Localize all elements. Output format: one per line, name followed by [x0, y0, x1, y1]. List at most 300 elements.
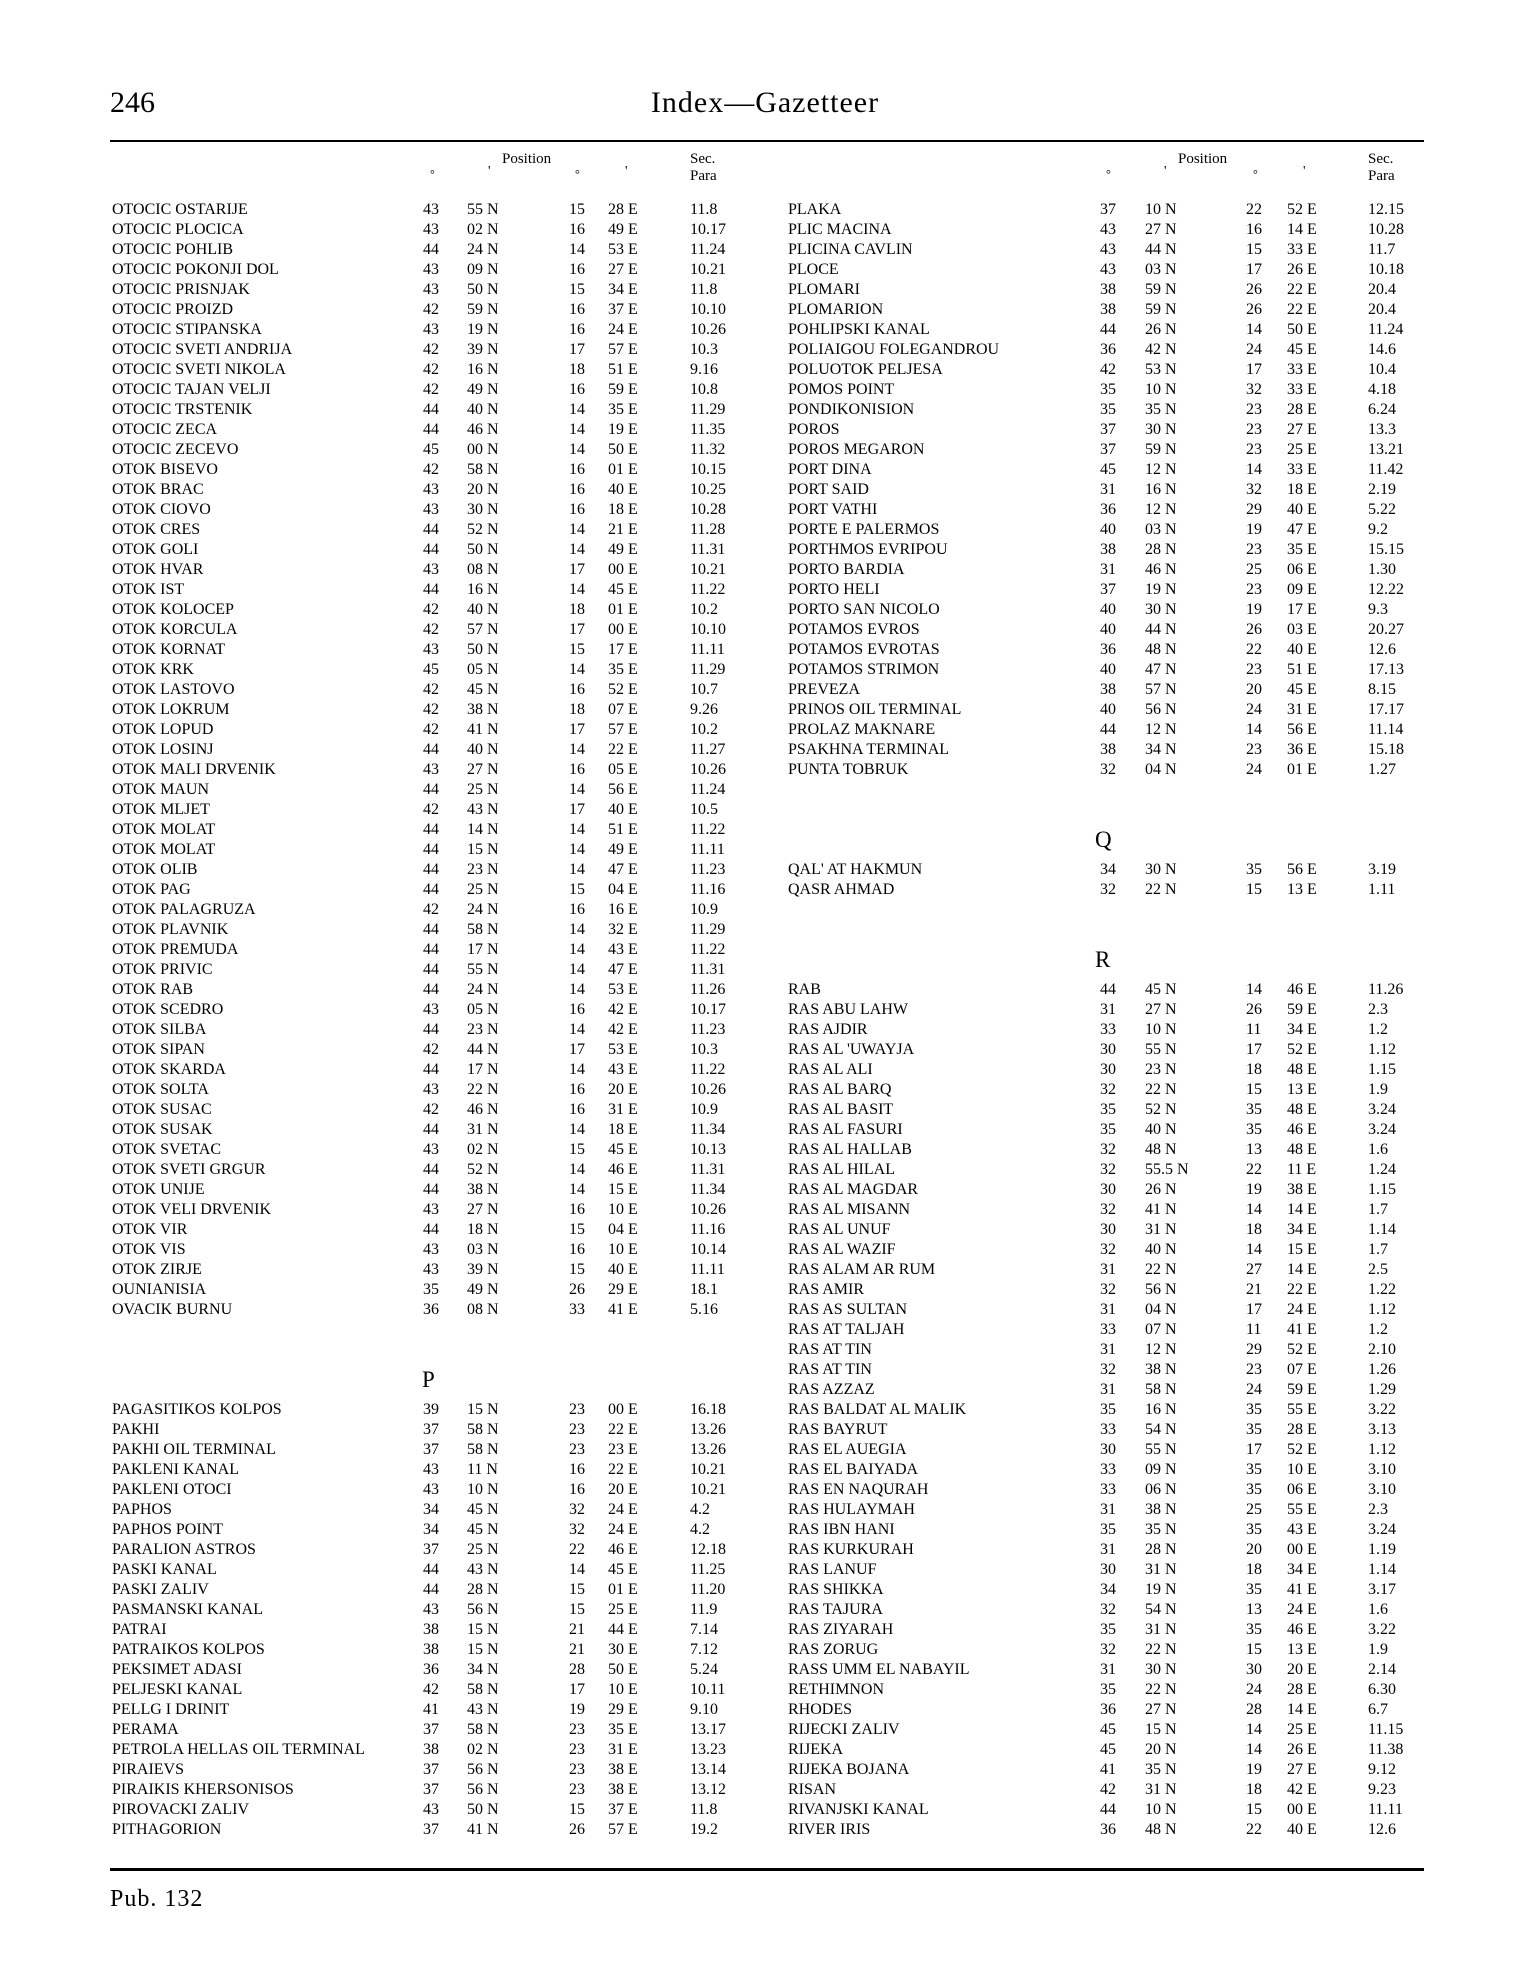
longitude-degrees: 16: [569, 321, 585, 338]
section-paragraph: 11.23: [690, 861, 726, 878]
latitude-degrees: 35: [1100, 1621, 1116, 1638]
latitude-minutes: 17 N: [467, 1061, 499, 1078]
place-name: RAS AT TIN: [788, 1341, 872, 1358]
longitude-minutes: 40 E: [608, 801, 638, 818]
section-paragraph: 10.17: [690, 1001, 726, 1018]
place-name: RAS AJDIR: [788, 1021, 868, 1038]
latitude-minutes: 10 N: [1145, 1021, 1177, 1038]
latitude-degrees: 30: [1100, 1441, 1116, 1458]
longitude-degrees: 14: [569, 921, 585, 938]
section-paragraph: 9.16: [690, 361, 718, 378]
place-name: OTOK VELI DRVENIK: [112, 1201, 271, 1218]
section-paragraph: 13.26: [690, 1421, 726, 1438]
latitude-minutes: 02 N: [467, 1741, 499, 1758]
longitude-minutes: 48 E: [1287, 1061, 1317, 1078]
latitude-degrees: 37: [423, 1441, 439, 1458]
latitude-degrees: 43: [423, 261, 439, 278]
latitude-minutes: 31 N: [1145, 1221, 1177, 1238]
latitude-degrees: 44: [1100, 321, 1116, 338]
longitude-degrees: 14: [569, 841, 585, 858]
section-paragraph: 11.28: [690, 521, 726, 538]
longitude-degrees: 22: [1246, 641, 1262, 658]
place-name: OTOK BISEVO: [112, 461, 218, 478]
latitude-minutes: 55 N: [1145, 1441, 1177, 1458]
section-paragraph: 1.29: [1368, 1381, 1396, 1398]
longitude-minutes: 28 E: [1287, 1421, 1317, 1438]
longitude-minutes: 00 E: [1287, 1541, 1317, 1558]
place-name: RIJECKI ZALIV: [788, 1721, 900, 1738]
latitude-degrees: 44: [423, 881, 439, 898]
longitude-minutes: 10 E: [608, 1201, 638, 1218]
longitude-minutes: 45 E: [608, 1141, 638, 1158]
longitude-minutes: 55 E: [1287, 1501, 1317, 1518]
longitude-minutes: 49 E: [608, 841, 638, 858]
longitude-degrees: 23: [1246, 421, 1262, 438]
longitude-minutes: 53 E: [608, 1041, 638, 1058]
latitude-minutes: 27 N: [467, 1201, 499, 1218]
section-paragraph: 13.26: [690, 1441, 726, 1458]
longitude-degrees: 35: [1246, 1421, 1262, 1438]
longitude-minutes: 07 E: [1287, 1361, 1317, 1378]
longitude-minutes: 29 E: [608, 1281, 638, 1298]
section-paragraph: 1.12: [1368, 1301, 1396, 1318]
section-paragraph: 1.14: [1368, 1561, 1396, 1578]
longitude-degrees: 23: [569, 1401, 585, 1418]
latitude-degrees: 32: [1100, 1601, 1116, 1618]
longitude-degrees: 15: [569, 881, 585, 898]
latitude-minutes: 48 N: [1145, 641, 1177, 658]
latitude-minutes: 38 N: [1145, 1361, 1177, 1378]
latitude-degrees: 31: [1100, 561, 1116, 578]
latitude-minutes: 58 N: [467, 1421, 499, 1438]
place-name: OTOK KRK: [112, 661, 194, 678]
latitude-degrees: 32: [1100, 1641, 1116, 1658]
place-name: POLIAIGOU FOLEGANDROU: [788, 341, 1000, 358]
longitude-minutes: 06 E: [1287, 1481, 1317, 1498]
section-paragraph: 11.32: [690, 441, 726, 458]
latitude-minutes: 19 N: [467, 321, 499, 338]
latitude-minutes: 00 N: [467, 441, 499, 458]
place-name: PORTO SAN NICOLO: [788, 601, 940, 618]
place-name: RAS IBN HANI: [788, 1521, 895, 1538]
latitude-degrees: 44: [423, 1121, 439, 1138]
section-paragraph: 12.6: [1368, 641, 1396, 658]
section-paragraph: 11.35: [690, 421, 726, 438]
section-paragraph: 11.11: [690, 1261, 725, 1278]
section-paragraph: 2.3: [1368, 1501, 1388, 1518]
longitude-minutes: 37 E: [608, 301, 638, 318]
latitude-degrees: 42: [423, 721, 439, 738]
latitude-minutes: 45 N: [467, 1501, 499, 1518]
place-name: OTOCIC SVETI NIKOLA: [112, 361, 286, 378]
longitude-minutes: 00 E: [608, 561, 638, 578]
latitude-minutes: 24 N: [467, 981, 499, 998]
latitude-degrees: 43: [423, 1241, 439, 1258]
place-name: PELLG I DRINIT: [112, 1701, 230, 1718]
longitude-degrees: 15: [569, 641, 585, 658]
place-name: PASKI ZALIV: [112, 1581, 209, 1598]
place-name: OTOK KORCULA: [112, 621, 238, 638]
place-name: PITHAGORION: [112, 1821, 222, 1838]
latitude-minutes: 44 N: [1145, 241, 1177, 258]
section-paragraph: 1.12: [1368, 1041, 1396, 1058]
longitude-minutes: 57 E: [608, 341, 638, 358]
latitude-degrees: 35: [423, 1281, 439, 1298]
longitude-minutes: 26 E: [1287, 1741, 1317, 1758]
section-paragraph: 1.27: [1368, 761, 1396, 778]
place-name: OTOK MOLAT: [112, 821, 216, 838]
latitude-minutes: 25 N: [467, 881, 499, 898]
longitude-minutes: 34 E: [1287, 1561, 1317, 1578]
section-paragraph: 6.7: [1368, 1701, 1388, 1718]
section-paragraph: 10.26: [690, 761, 726, 778]
latitude-degrees: 44: [423, 581, 439, 598]
place-name: PASMANSKI KANAL: [112, 1601, 263, 1618]
latitude-minutes: 27 N: [467, 761, 499, 778]
section-paragraph: 2.5: [1368, 1261, 1388, 1278]
section-paragraph: 11.29: [690, 661, 726, 678]
latitude-minutes: 50 N: [467, 641, 499, 658]
section-paragraph: 10.17: [690, 221, 726, 238]
longitude-degrees: 16: [569, 681, 585, 698]
section-paragraph: 20.4: [1368, 281, 1396, 298]
latitude-minutes: 45 N: [1145, 981, 1177, 998]
longitude-degrees: 14: [569, 521, 585, 538]
place-name: POTAMOS EVROS: [788, 621, 920, 638]
longitude-minutes: 21 E: [608, 521, 638, 538]
place-name: OTOK SCEDRO: [112, 1001, 224, 1018]
longitude-minutes: 26 E: [1287, 261, 1317, 278]
longitude-degrees: 23: [569, 1721, 585, 1738]
longitude-minutes: 35 E: [608, 661, 638, 678]
latitude-minutes: 43 N: [467, 801, 499, 818]
section-paragraph: 10.28: [1368, 221, 1404, 238]
place-name: RAS AS SULTAN: [788, 1301, 908, 1318]
longitude-minutes: 34 E: [1287, 1021, 1317, 1038]
section-paragraph: 11.16: [690, 881, 726, 898]
longitude-degrees: 32: [1246, 381, 1262, 398]
longitude-degrees: 14: [569, 821, 585, 838]
longitude-minutes: 22 E: [1287, 1281, 1317, 1298]
section-paragraph: 10.4: [1368, 361, 1396, 378]
section-paragraph: 1.12: [1368, 1441, 1396, 1458]
section-paragraph: 11.34: [690, 1181, 726, 1198]
latitude-minutes: 23 N: [467, 1021, 499, 1038]
latitude-minutes: 30 N: [1145, 1661, 1177, 1678]
longitude-minutes: 10 E: [1287, 1461, 1317, 1478]
latitude-minutes: 11 N: [467, 1461, 498, 1478]
section-paragraph: 10.21: [690, 561, 726, 578]
longitude-degrees: 26: [1246, 621, 1262, 638]
section-paragraph: 13.14: [690, 1761, 726, 1778]
section-paragraph: 2.19: [1368, 481, 1396, 498]
section-paragraph: 1.30: [1368, 561, 1396, 578]
longitude-minutes: 16 E: [608, 901, 638, 918]
latitude-degrees: 34: [1100, 861, 1116, 878]
section-paragraph: 3.10: [1368, 1481, 1396, 1498]
longitude-degrees: 35: [1246, 1461, 1262, 1478]
section-paragraph: 7.14: [690, 1621, 718, 1638]
place-name: OTOCIC ZECEVO: [112, 441, 239, 458]
section-paragraph: 1.7: [1368, 1241, 1388, 1258]
latitude-minutes: 28 N: [1145, 1541, 1177, 1558]
longitude-degrees: 26: [569, 1281, 585, 1298]
longitude-degrees: 18: [1246, 1781, 1262, 1798]
latitude-degrees: 42: [1100, 1781, 1116, 1798]
latitude-minutes: 56 N: [467, 1761, 499, 1778]
position-header: Position: [1178, 151, 1228, 167]
longitude-degrees: 19: [1246, 1761, 1262, 1778]
longitude-minutes: 14 E: [1287, 1261, 1317, 1278]
section-paragraph: 11.24: [690, 781, 726, 798]
latitude-minutes: 52 N: [1145, 1101, 1177, 1118]
section-paragraph: 11.31: [690, 1161, 726, 1178]
longitude-degrees: 14: [569, 1561, 585, 1578]
place-name: RAS EN NAQURAH: [788, 1481, 929, 1498]
place-name: RAS AL MISANN: [788, 1201, 911, 1218]
longitude-minutes: 27 E: [608, 261, 638, 278]
latitude-minutes: 46 N: [1145, 561, 1177, 578]
place-name: OTOCIC TRSTENIK: [112, 401, 253, 418]
latitude-minutes: 08 N: [467, 561, 499, 578]
latitude-minutes: 35 N: [1145, 1521, 1177, 1538]
latitude-degrees: 41: [423, 1701, 439, 1718]
place-name: OTOK SUSAC: [112, 1101, 212, 1118]
longitude-degrees: 23: [1246, 401, 1262, 418]
place-name: PUNTA TOBRUK: [788, 761, 909, 778]
section-paragraph: 10.9: [690, 901, 718, 918]
longitude-minutes: 38 E: [608, 1781, 638, 1798]
place-name: OTOK LOPUD: [112, 721, 214, 738]
longitude-minutes: 33 E: [1287, 361, 1317, 378]
place-name: PAPHOS POINT: [112, 1521, 223, 1538]
latitude-minutes: 20 N: [467, 481, 499, 498]
section-paragraph: 4.18: [1368, 381, 1396, 398]
place-name: OTOK PAG: [112, 881, 191, 898]
latitude-minutes: 40 N: [1145, 1241, 1177, 1258]
latitude-minutes: 56 N: [1145, 701, 1177, 718]
latitude-degrees: 43: [423, 481, 439, 498]
latitude-minutes: 54 N: [1145, 1421, 1177, 1438]
latitude-minutes-header: ': [488, 164, 491, 179]
longitude-minutes: 44 E: [608, 1621, 638, 1638]
latitude-minutes: 41 N: [467, 721, 499, 738]
section-paragraph: 16.18: [690, 1401, 726, 1418]
latitude-degrees: 35: [1100, 1401, 1116, 1418]
latitude-minutes: 48 N: [1145, 1821, 1177, 1838]
latitude-degrees: 42: [423, 341, 439, 358]
latitude-minutes: 50 N: [467, 281, 499, 298]
latitude-degrees: 43: [423, 1461, 439, 1478]
latitude-degrees: 35: [1100, 1101, 1116, 1118]
latitude-minutes: 04 N: [1145, 1301, 1177, 1318]
longitude-degrees: 23: [569, 1421, 585, 1438]
latitude-minutes: 59 N: [1145, 281, 1177, 298]
section-paragraph: 17.13: [1368, 661, 1404, 678]
latitude-minutes: 30 N: [467, 501, 499, 518]
longitude-minutes: 38 E: [1287, 1181, 1317, 1198]
latitude-degrees: 44: [423, 981, 439, 998]
longitude-degrees: 14: [569, 1161, 585, 1178]
longitude-degrees: 14: [569, 1061, 585, 1078]
section-paragraph: 11.11: [690, 641, 725, 658]
latitude-degrees: 31: [1100, 1341, 1116, 1358]
longitude-degrees: 35: [1246, 861, 1262, 878]
place-name: POHLIPSKI KANAL: [788, 321, 930, 338]
latitude-degrees: 44: [423, 521, 439, 538]
latitude-degrees: 38: [1100, 681, 1116, 698]
place-name: PORTE E PALERMOS: [788, 521, 940, 538]
latitude-minutes: 24 N: [467, 901, 499, 918]
section-paragraph: 1.15: [1368, 1181, 1396, 1198]
latitude-degrees: 44: [423, 1021, 439, 1038]
latitude-degrees: 42: [423, 601, 439, 618]
place-name: OTOK SILBA: [112, 1021, 207, 1038]
longitude-degrees: 14: [569, 581, 585, 598]
latitude-degrees: 44: [423, 781, 439, 798]
latitude-minutes: 26 N: [1145, 1181, 1177, 1198]
latitude-minutes: 09 N: [467, 261, 499, 278]
longitude-degrees: 35: [1246, 1401, 1262, 1418]
section-paragraph: 1.9: [1368, 1641, 1388, 1658]
longitude-minutes: 46 E: [1287, 1621, 1317, 1638]
longitude-degrees: 14: [1246, 1201, 1262, 1218]
latitude-minutes: 35 N: [1145, 1761, 1177, 1778]
sec-header: Sec.: [1368, 151, 1394, 167]
longitude-minutes: 42 E: [608, 1021, 638, 1038]
longitude-minutes: 29 E: [608, 1701, 638, 1718]
latitude-minutes: 30 N: [1145, 601, 1177, 618]
longitude-degrees: 28: [569, 1661, 585, 1678]
place-name: OTOCIC TAJAN VELJI: [112, 381, 271, 398]
longitude-degrees: 16: [569, 261, 585, 278]
place-name: PIRAIEVS: [112, 1761, 185, 1778]
longitude-degrees: 23: [1246, 541, 1262, 558]
latitude-degrees: 45: [423, 661, 439, 678]
section-paragraph: 10.2: [690, 601, 718, 618]
longitude-degrees: 17: [1246, 1041, 1262, 1058]
place-name: POROS: [788, 421, 840, 438]
longitude-degrees: 15: [569, 1581, 585, 1598]
latitude-degrees: 43: [423, 641, 439, 658]
latitude-minutes: 49 N: [467, 381, 499, 398]
latitude-minutes: 10 N: [1145, 201, 1177, 218]
latitude-minutes: 10 N: [1145, 381, 1177, 398]
latitude-degrees: 44: [1100, 721, 1116, 738]
place-name: OTOCIC PRISNJAK: [112, 281, 250, 298]
place-name: PREVEZA: [788, 681, 860, 698]
latitude-minutes: 56 N: [467, 1601, 499, 1618]
latitude-minutes: 58 N: [467, 1441, 499, 1458]
section-paragraph: 9.26: [690, 701, 718, 718]
longitude-minutes: 47 E: [1287, 521, 1317, 538]
longitude-degrees: 15: [1246, 881, 1262, 898]
section-paragraph: 1.24: [1368, 1161, 1396, 1178]
place-name: POTAMOS EVROTAS: [788, 641, 940, 658]
longitude-degrees: 23: [1246, 661, 1262, 678]
place-name: RAS ALAM AR RUM: [788, 1261, 936, 1278]
latitude-minutes: 26 N: [1145, 321, 1177, 338]
latitude-degrees: 45: [1100, 1741, 1116, 1758]
longitude-minutes: 28 E: [1287, 401, 1317, 418]
longitude-degrees: 23: [1246, 741, 1262, 758]
place-name: PELJESKI KANAL: [112, 1681, 243, 1698]
latitude-degrees: 43: [423, 1601, 439, 1618]
longitude-minutes-header: ': [1303, 164, 1306, 179]
longitude-minutes: 10 E: [608, 1681, 638, 1698]
place-name: PATRAIKOS KOLPOS: [112, 1641, 265, 1658]
place-name: RAS AL ALI: [788, 1061, 873, 1078]
place-name: RIVANJSKI KANAL: [788, 1801, 929, 1818]
section-paragraph: 1.26: [1368, 1361, 1396, 1378]
section-paragraph: 9.10: [690, 1701, 718, 1718]
section-paragraph: 10.11: [690, 1681, 726, 1698]
latitude-minutes: 40 N: [467, 741, 499, 758]
place-name: PARALION ASTROS: [112, 1541, 256, 1558]
longitude-degrees: 16: [569, 1081, 585, 1098]
place-name: PSAKHNA TERMINAL: [788, 741, 950, 758]
latitude-minutes: 22 N: [1145, 1261, 1177, 1278]
section-paragraph: 10.21: [690, 1461, 726, 1478]
publication-footer: Pub. 132: [110, 1886, 204, 1912]
longitude-degrees: 17: [569, 621, 585, 638]
latitude-minutes: 24 N: [467, 241, 499, 258]
longitude-degrees: 14: [569, 741, 585, 758]
longitude-degrees: 23: [569, 1781, 585, 1798]
latitude-degrees: 42: [423, 801, 439, 818]
longitude-degrees: 14: [569, 421, 585, 438]
section-paragraph: 10.5: [690, 801, 718, 818]
latitude-degrees: 32: [1100, 1141, 1116, 1158]
longitude-minutes: 20 E: [1287, 1661, 1317, 1678]
latitude-degrees: 32: [1100, 1201, 1116, 1218]
longitude-minutes: 25 E: [608, 1601, 638, 1618]
position-header: Position: [502, 151, 552, 167]
latitude-degrees: 38: [1100, 741, 1116, 758]
latitude-degrees: 44: [423, 861, 439, 878]
latitude-minutes: 48 N: [1145, 1141, 1177, 1158]
section-paragraph: 10.2: [690, 721, 718, 738]
longitude-degrees: 22: [1246, 201, 1262, 218]
place-name: RAS BAYRUT: [788, 1421, 888, 1438]
latitude-minutes: 27 N: [1145, 1001, 1177, 1018]
latitude-minutes: 31 N: [1145, 1561, 1177, 1578]
latitude-degrees: 43: [423, 321, 439, 338]
latitude-minutes: 52 N: [467, 1161, 499, 1178]
place-name: RAS EL BAIYADA: [788, 1461, 919, 1478]
latitude-minutes: 58 N: [467, 461, 499, 478]
longitude-minutes: 19 E: [608, 421, 638, 438]
latitude-degrees: 44: [423, 1561, 439, 1578]
longitude-minutes: 59 E: [608, 381, 638, 398]
section-paragraph: 13.3: [1368, 421, 1396, 438]
longitude-degrees: 17: [569, 561, 585, 578]
longitude-degrees: 23: [1246, 441, 1262, 458]
latitude-minutes: 23 N: [1145, 1061, 1177, 1078]
place-name: RAS AT TALJAH: [788, 1321, 905, 1338]
section-paragraph: 1.14: [1368, 1221, 1396, 1238]
latitude-degrees: 43: [423, 201, 439, 218]
longitude-degrees: 17: [569, 801, 585, 818]
place-name: RAS AL HILAL: [788, 1161, 895, 1178]
section-paragraph: 10.7: [690, 681, 718, 698]
longitude-minutes: 20 E: [608, 1081, 638, 1098]
longitude-degrees: 35: [1246, 1121, 1262, 1138]
place-name: OTOK ZIRJE: [112, 1261, 202, 1278]
longitude-minutes: 25 E: [1287, 1721, 1317, 1738]
longitude-minutes-header: ': [625, 164, 628, 179]
section-paragraph: 20.27: [1368, 621, 1404, 638]
